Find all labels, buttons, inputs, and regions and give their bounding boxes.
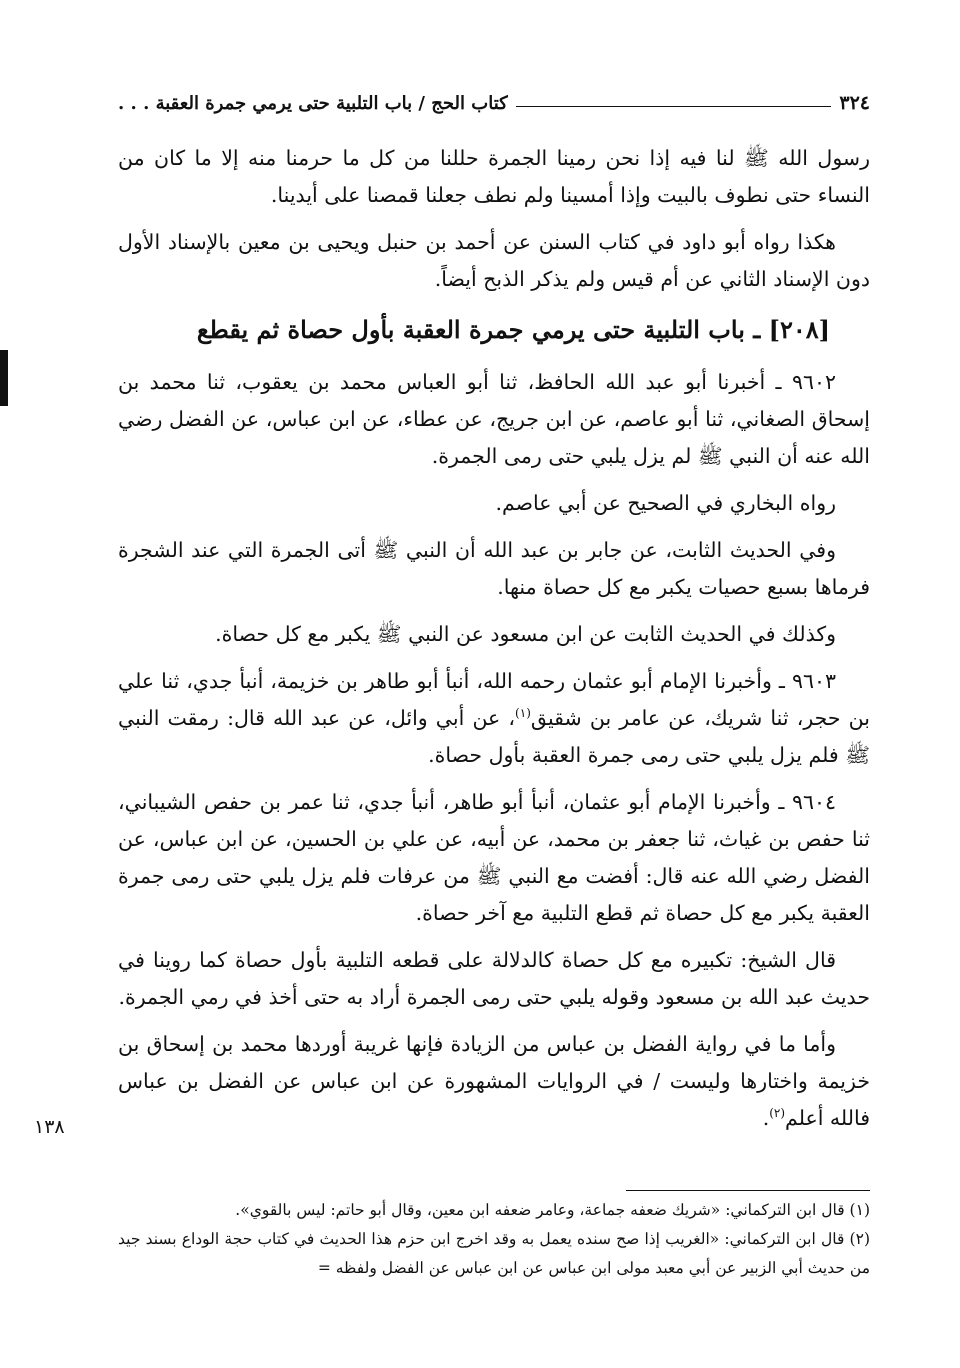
hadith-9604: ٩٦٠٤ ـ وأخبرنا الإمام أبو عثمان، أنبأ أبو طاهر، أنبأ جدي، ثنا عمر بن حفص الشيباني، ثنا حفص بن غياث، ثنا جعفر بن محمد، عن أبيه، عن علي بن الحسين، عن ابن عباس، عن الفضل رضي الله عنه قال: أفضت مع النبي ﷺ من عرفات فلم يزل يلبي حتى رمى جمرة العقبة يكبر مع كل حصاة ثم قطع التلبية مع آخر حصاة.	[118, 790, 870, 925]
page-number: ٣٢٤	[839, 92, 870, 114]
running-header	[118, 86, 870, 120]
hadith-9603	[118, 663, 870, 774]
paragraph: رسول الله ﷺ لنا فيه إذا نحن رمينا الجمرة حللنا من كل ما حرمنا منه إلا ما كان من النساء حتى نطوف بالبيت وإذا أمسينا ولم نطف جعلنا قمصنا على أيدينا.	[118, 146, 870, 207]
paragraph: وفي الحديث الثابت، عن جابر بن عبد الله أن النبي ﷺ أتى الجمرة التي عند الشجرة فرماها بسبع حصيات يكبر مع كل حصاة منها.	[118, 538, 870, 599]
margin-page-number: ١٣٨	[34, 1116, 65, 1138]
paragraph	[118, 1026, 870, 1137]
main-text	[118, 140, 870, 1147]
hadith-9603-part2: ، عن أبي وائل، عن عبد الله قال: رمقت النبي ﷺ فلم يزل يلبي حتى رمى جمرة العقبة بأول حصاة.	[118, 706, 870, 767]
hadith-9602: ٩٦٠٢ ـ أخبرنا أبو عبد الله الحافظ، ثنا أبو العباس محمد بن يعقوب، ثنا محمد بن إسحاق الصغاني، ثنا أبو عاصم، عن ابن جريج، عن عطاء، عن ابن عباس، عن الفضل رضي الله عنه أن النبي ﷺ لم يزل يلبي حتى رمى الجمرة.	[118, 370, 870, 468]
paragraph: قال الشيخ: تكبيره مع كل حصاة كالدلالة على قطعه التلبية بأول حصاة كما روينا في حديث عبد الله بن مسعود وقوله يلبي حتى رمى الجمرة أراد به حتى أخذ في رمي الجمرة.	[118, 948, 870, 1009]
header-title: كتاب الحج / باب التلبية حتى يرمي جمرة العقبة . . .	[118, 92, 508, 114]
paragraph: رواه البخاري في الصحيح عن أبي عاصم.	[495, 491, 836, 515]
header-rule	[516, 106, 832, 107]
footnote-1: (١) قال ابن التركماني: «شريك ضعفه جماعة، وعامر ضعفه ابن معين، وقال أبو حاتم: ليس بالقوي».	[235, 1201, 870, 1219]
chapter-heading: [٢٠٨] ـ باب التلبية حتى يرمي جمرة العقبة بأول حصاة ثم يقطع	[196, 315, 830, 344]
paragraph-part1: وأما ما في رواية الفضل بن عباس من الزيادة فإنها غريبة أوردها محمد بن إسحاق بن خزيمة واختارها وليست / في الروايات المشهورة عن ابن عباس عن الفضل بن عباس فالله أعلم	[118, 1032, 870, 1130]
footnote-2: (٢) قال ابن التركماني: «الغريب إذا صح سنده يعمل به وقد اخرج ابن حزم هذا الحديث في كتاب حجة الوداع بسند جيد من حديث أبي الزبير عن أبي معبد مولى ابن عباس عن ابن عباس عن الفضل ولفظه =	[118, 1230, 870, 1277]
paragraph: وكذلك في الحديث الثابت عن ابن مسعود عن النبي ﷺ يكبر مع كل حصاة.	[215, 622, 836, 646]
paragraph-part2: .	[762, 1106, 770, 1130]
footnote-ref-1[interactable]: (١)	[515, 706, 531, 721]
paragraph: هكذا رواه أبو داود في كتاب السنن عن أحمد بن حنبل ويحيى بن معين بالإسناد الأول دون الإسناد الثاني عن أم قيس ولم يذكر الذبح أيضاً.	[118, 230, 870, 291]
footnotes	[118, 1196, 870, 1283]
hadith-9603-part1: ٩٦٠٣ ـ وأخبرنا الإمام أبو عثمان رحمه الله، أنبأ أبو طاهر بن خزيمة، أنبأ جدي، ثنا علي بن حجر، ثنا شريك، عن عامر بن شقيق	[118, 669, 870, 730]
footnote-ref-2[interactable]: (٢)	[769, 1106, 786, 1121]
margin-mark	[0, 350, 8, 406]
footnote-separator	[626, 1190, 870, 1191]
